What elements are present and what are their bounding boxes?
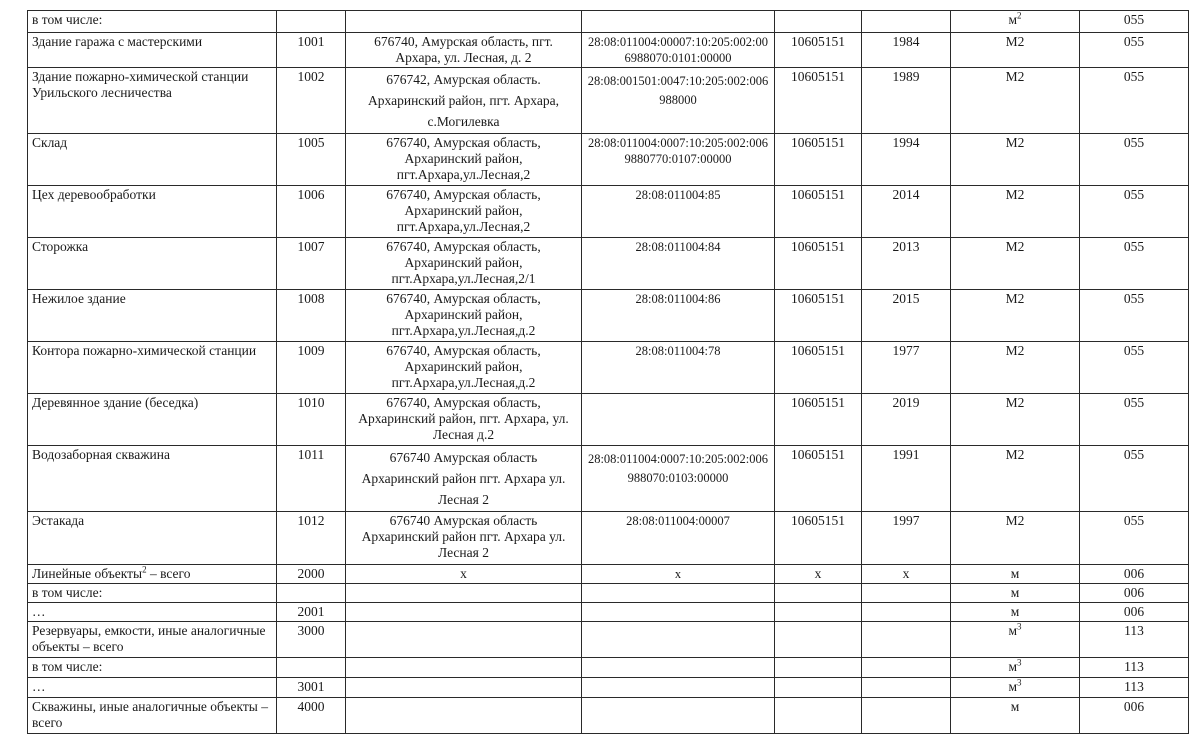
object-name-text: Эстакада (32, 513, 85, 528)
okei-code-cell (1080, 565, 1189, 584)
cadastral-number-cell (582, 134, 775, 186)
table-row (28, 698, 1189, 734)
okpo-cell (775, 238, 862, 290)
address-cell (346, 33, 582, 68)
unit-cell (951, 394, 1080, 446)
address-cell (346, 186, 582, 238)
okpo-cell (775, 342, 862, 394)
unit-text: М2 (1005, 291, 1025, 306)
okei-code-text: 055 (1123, 291, 1145, 306)
cadastral-number-cell (582, 290, 775, 342)
year-cell (862, 33, 951, 68)
unit-cell (951, 33, 1080, 68)
line-code-cell (277, 584, 346, 603)
okei-code-cell (1080, 134, 1189, 186)
table-row (28, 68, 1189, 134)
line-code-text: 1002 (297, 69, 325, 84)
okpo-text: 10605151 (791, 34, 845, 49)
line-code-text: 1006 (297, 187, 325, 202)
year-text: 1989 (892, 69, 920, 84)
year-cell (862, 512, 951, 565)
line-code-cell (277, 11, 346, 33)
line-code-cell (277, 698, 346, 734)
address-text: 676740, Амурская область, пгт. Архара, ул. Лесная, д. 2 (374, 34, 553, 65)
cadastral-number-cell (582, 565, 775, 584)
okpo-text: 10605151 (791, 69, 845, 84)
line-code-cell (277, 394, 346, 446)
table-row (28, 394, 1189, 446)
unit-text: М2 (1005, 34, 1025, 49)
okpo-cell (775, 565, 862, 584)
unit-cell (951, 134, 1080, 186)
okpo-cell (775, 394, 862, 446)
table-row (28, 342, 1189, 394)
unit-cell (951, 11, 1080, 33)
unit-text: М2 (1005, 135, 1025, 150)
cadastral-number-cell (582, 678, 775, 698)
year-cell (862, 658, 951, 678)
object-name-text: Сторожка (32, 239, 89, 254)
year-text: 1977 (892, 343, 920, 358)
object-name-cell (28, 658, 277, 678)
table-row (28, 290, 1189, 342)
line-code-cell (277, 658, 346, 678)
object-name-cell (28, 186, 277, 238)
year-text: 2019 (892, 395, 920, 410)
object-name-text: Контора пожарно-химической станции (32, 343, 257, 358)
object-name-cell (28, 68, 277, 134)
table-row (28, 622, 1189, 658)
year-cell (862, 565, 951, 584)
okpo-cell (775, 134, 862, 186)
table-row (28, 238, 1189, 290)
unit-cell (951, 238, 1080, 290)
table-row (28, 11, 1189, 33)
unit-text: м (1008, 659, 1018, 674)
year-text: 2014 (892, 187, 920, 202)
object-name-cell (28, 342, 277, 394)
line-code-text: 1009 (297, 343, 325, 358)
footnote-marker: 2 (142, 564, 147, 575)
year-cell (862, 290, 951, 342)
year-cell (862, 698, 951, 734)
year-cell (862, 584, 951, 603)
okei-code-cell (1080, 698, 1189, 734)
line-code-text: 3001 (297, 679, 325, 694)
property-table-sheet (27, 10, 1188, 734)
address-text: 676740, Амурская область, Архаринский район, пгт.Архара,ул.Лесная,д.2 (386, 291, 541, 338)
okei-code-text: 113 (1124, 679, 1144, 694)
okei-code-cell (1080, 33, 1189, 68)
table-row (28, 603, 1189, 622)
okpo-text: 10605151 (791, 187, 845, 202)
cadastral-number-cell (582, 394, 775, 446)
table-row (28, 584, 1189, 603)
cadastral-number-text: 28:08:011004:0007:10:205:002:0069880770:0107:00000 (587, 136, 769, 166)
address-text: 676740, Амурская область, Архаринский район, пгт.Архара,ул.Лесная,д.2 (386, 343, 541, 390)
object-name-text: Линейные объекты (32, 566, 143, 581)
object-name-cell (28, 238, 277, 290)
okpo-cell (775, 622, 862, 658)
object-name-cell (28, 290, 277, 342)
table-row (28, 186, 1189, 238)
unit-cell (951, 446, 1080, 512)
address-cell (346, 238, 582, 290)
address-cell (346, 134, 582, 186)
unit-cell (951, 658, 1080, 678)
unit-cell (951, 584, 1080, 603)
unit-cell (951, 68, 1080, 134)
object-name-text: Резервуары, емкости, иные аналогичные объекты – всего (32, 623, 266, 654)
object-name-text: Скважины, иные аналогичные объекты – всего (32, 699, 268, 730)
address-cell (346, 512, 582, 565)
cadastral-number-cell (582, 11, 775, 33)
address-cell (346, 446, 582, 512)
unit-text: М2 (1005, 187, 1025, 202)
okei-code-cell (1080, 11, 1189, 33)
year-cell (862, 238, 951, 290)
okei-code-text: 055 (1123, 395, 1145, 410)
line-code-cell (277, 186, 346, 238)
address-cell (346, 584, 582, 603)
object-name-text: Здание пожарно-химической станции Урильского лесничества (32, 69, 249, 100)
cadastral-number-cell (582, 698, 775, 734)
cadastral-number-text: 28:08:001501:0047:10:205:002:006988000 (587, 74, 769, 107)
okei-code-cell (1080, 68, 1189, 134)
line-code-text: 4000 (297, 699, 325, 714)
line-code-text: 1011 (297, 447, 325, 462)
cadastral-number-text: x (674, 567, 682, 581)
okei-code-cell (1080, 678, 1189, 698)
address-cell (346, 658, 582, 678)
object-name-cell (28, 512, 277, 565)
okei-code-text: 055 (1123, 12, 1145, 27)
line-code-cell (277, 622, 346, 658)
line-code-text: 2001 (297, 604, 325, 619)
unit-text: М2 (1005, 69, 1025, 84)
okpo-text: 10605151 (791, 447, 845, 462)
object-name-cell (28, 394, 277, 446)
unit-text: м (1008, 12, 1018, 27)
object-name-text: Водозаборная скважина (32, 447, 170, 462)
line-code-text: 1012 (297, 513, 325, 528)
object-name-cell (28, 33, 277, 68)
unit-exponent: 2 (1017, 10, 1022, 21)
line-code-text: 1008 (297, 291, 325, 306)
cadastral-number-cell (582, 238, 775, 290)
okpo-cell (775, 584, 862, 603)
okpo-cell (775, 698, 862, 734)
table-row (28, 512, 1189, 565)
okei-code-cell (1080, 603, 1189, 622)
year-text: 1994 (892, 135, 920, 150)
address-text: 676742, Амурская область. Архаринский район, пгт. Архара, с.Могилевка (368, 72, 559, 129)
year-cell (862, 678, 951, 698)
unit-exponent: 3 (1017, 677, 1022, 688)
okei-code-cell (1080, 186, 1189, 238)
year-text: x (902, 566, 910, 581)
object-name-text: в том числе: (32, 585, 103, 600)
unit-cell (951, 290, 1080, 342)
unit-cell (951, 342, 1080, 394)
unit-text: м (1008, 623, 1018, 638)
unit-cell (951, 565, 1080, 584)
okpo-cell (775, 290, 862, 342)
okei-code-cell (1080, 394, 1189, 446)
okpo-cell (775, 678, 862, 698)
okei-code-text: 055 (1123, 513, 1145, 528)
okpo-cell (775, 658, 862, 678)
object-name-cell (28, 603, 277, 622)
address-text: 676740, Амурская область, Архаринский район, пгт.Архара,ул.Лесная,2 (386, 187, 541, 234)
year-cell (862, 134, 951, 186)
line-code-cell (277, 238, 346, 290)
year-text: 1991 (892, 447, 920, 462)
address-cell (346, 394, 582, 446)
address-text: x (460, 566, 467, 581)
okei-code-text: 055 (1123, 135, 1145, 150)
okei-code-text: 006 (1123, 699, 1145, 714)
year-cell (862, 68, 951, 134)
object-name-text: в том числе: (32, 659, 103, 674)
okei-code-text: 113 (1124, 659, 1144, 674)
unit-text: м (1010, 604, 1020, 619)
unit-text: м (1010, 699, 1020, 714)
okpo-cell (775, 446, 862, 512)
okpo-cell (775, 186, 862, 238)
line-code-cell (277, 342, 346, 394)
object-name-cell (28, 584, 277, 603)
okei-code-cell (1080, 290, 1189, 342)
okei-code-text: 006 (1123, 585, 1145, 600)
unit-exponent: 3 (1017, 657, 1022, 668)
cadastral-number-text: 28:08:011004:78 (635, 344, 721, 358)
unit-exponent: 3 (1017, 621, 1022, 632)
line-code-cell (277, 565, 346, 584)
table-row (28, 134, 1189, 186)
line-code-cell (277, 512, 346, 565)
okei-code-text: 055 (1123, 187, 1145, 202)
object-name-cell (28, 134, 277, 186)
cadastral-number-text: 28:08:011004:85 (635, 188, 721, 202)
unit-cell (951, 698, 1080, 734)
okei-code-cell (1080, 658, 1189, 678)
year-cell (862, 342, 951, 394)
line-code-cell (277, 68, 346, 134)
line-code-cell (277, 290, 346, 342)
cadastral-number-text: 28:08:011004:86 (635, 292, 721, 306)
year-text: 2013 (892, 239, 920, 254)
line-code-text: 3000 (297, 623, 325, 638)
object-name-tail: – всего (146, 566, 191, 581)
table-row (28, 678, 1189, 698)
unit-cell (951, 186, 1080, 238)
cadastral-number-text: 28:08:011004:00007 (626, 514, 730, 528)
okpo-text: x (814, 566, 822, 581)
address-cell (346, 678, 582, 698)
okei-code-cell (1080, 446, 1189, 512)
okpo-text: 10605151 (791, 291, 845, 306)
cadastral-number-text: 28:08:011004:84 (635, 240, 721, 254)
okei-code-text: 006 (1123, 566, 1145, 581)
unit-text: М2 (1005, 513, 1025, 528)
object-name-cell (28, 678, 277, 698)
unit-text: м (1010, 566, 1020, 581)
unit-text: М2 (1005, 239, 1025, 254)
cadastral-number-cell (582, 33, 775, 68)
address-cell (346, 342, 582, 394)
table-row (28, 565, 1189, 584)
unit-text: М2 (1005, 343, 1025, 358)
address-cell (346, 68, 582, 134)
cadastral-number-text: 28:08:011004:00007:10:205:002:006988070:0101:00000 (587, 35, 769, 65)
cadastral-number-text: 28:08:011004:0007:10:205:002:006988070:0103:00000 (587, 452, 769, 485)
okpo-text: 10605151 (791, 343, 845, 358)
table-row (28, 658, 1189, 678)
line-code-cell (277, 678, 346, 698)
address-cell (346, 11, 582, 33)
okei-code-text: 055 (1123, 239, 1145, 254)
object-name-text: Цех деревообработки (32, 187, 156, 202)
object-name-cell (28, 11, 277, 33)
year-cell (862, 446, 951, 512)
unit-cell (951, 678, 1080, 698)
line-code-cell (277, 134, 346, 186)
unit-text: м (1008, 679, 1018, 694)
okei-code-text: 055 (1123, 343, 1145, 358)
year-cell (862, 622, 951, 658)
unit-text: М2 (1005, 395, 1025, 410)
address-text: 676740 Амурская область Архаринский район пгт. Архара ул. Лесная 2 (361, 450, 566, 507)
okei-code-cell (1080, 512, 1189, 565)
okpo-text: 10605151 (791, 135, 845, 150)
okei-code-text: 055 (1123, 69, 1145, 84)
object-name-cell (28, 622, 277, 658)
unit-text: М2 (1005, 447, 1025, 462)
okei-code-text: 113 (1124, 623, 1144, 638)
year-text: 2015 (892, 291, 920, 306)
address-text: 676740, Амурская область, Архаринский район, пгт. Архара, ул. Лесная д.2 (358, 395, 569, 442)
address-cell (346, 622, 582, 658)
object-name-cell (28, 446, 277, 512)
okpo-text: 10605151 (791, 513, 845, 528)
cadastral-number-cell (582, 584, 775, 603)
cadastral-number-cell (582, 603, 775, 622)
okpo-text: 10605151 (791, 239, 845, 254)
cadastral-number-cell (582, 622, 775, 658)
object-name-text: … (32, 679, 46, 694)
address-text: 676740 Амурская область Архаринский район пгт. Архара ул. Лесная 2 (361, 513, 566, 560)
address-cell (346, 565, 582, 584)
okei-code-text: 006 (1123, 604, 1145, 619)
unit-text: м (1010, 585, 1020, 600)
line-code-cell (277, 603, 346, 622)
line-code-text: 1005 (297, 135, 325, 150)
object-name-text: Нежилое здание (32, 291, 126, 306)
address-cell (346, 698, 582, 734)
cadastral-number-cell (582, 446, 775, 512)
line-code-text: 2000 (297, 566, 325, 581)
okpo-text: 10605151 (791, 395, 845, 410)
okpo-cell (775, 603, 862, 622)
table-row (28, 446, 1189, 512)
okpo-cell (775, 11, 862, 33)
okei-code-text: 055 (1123, 34, 1145, 49)
year-cell (862, 603, 951, 622)
line-code-text: 1010 (297, 395, 325, 410)
line-code-cell (277, 446, 346, 512)
unit-cell (951, 603, 1080, 622)
year-cell (862, 394, 951, 446)
year-text: 1984 (892, 34, 920, 49)
object-name-text: … (32, 604, 46, 619)
year-cell (862, 186, 951, 238)
unit-cell (951, 622, 1080, 658)
okei-code-cell (1080, 342, 1189, 394)
unit-cell (951, 512, 1080, 565)
line-code-text: 1007 (297, 239, 325, 254)
cadastral-number-cell (582, 658, 775, 678)
object-name-text: в том числе: (32, 12, 103, 27)
table-row (28, 33, 1189, 68)
okei-code-text: 055 (1123, 447, 1145, 462)
address-text: 676740, Амурская область, Архаринский район, пгт.Архара,ул.Лесная,2 (386, 135, 541, 182)
cadastral-number-cell (582, 342, 775, 394)
okpo-cell (775, 68, 862, 134)
line-code-cell (277, 33, 346, 68)
okpo-cell (775, 512, 862, 565)
object-name-cell (28, 698, 277, 734)
okei-code-cell (1080, 238, 1189, 290)
okei-code-cell (1080, 622, 1189, 658)
cadastral-number-cell (582, 68, 775, 134)
object-name-text: Здание гаража с мастерскими (32, 34, 203, 49)
address-cell (346, 290, 582, 342)
okpo-cell (775, 33, 862, 68)
okei-code-cell (1080, 584, 1189, 603)
property-table-body (28, 11, 1189, 734)
year-cell (862, 11, 951, 33)
object-name-text: Деревянное здание (беседка) (32, 395, 199, 410)
address-text: 676740, Амурская область, Архаринский район, пгт.Архара,ул.Лесная,2/1 (386, 239, 541, 286)
cadastral-number-cell (582, 512, 775, 565)
address-cell (346, 603, 582, 622)
year-text: 1997 (892, 513, 920, 528)
property-table (27, 10, 1189, 734)
cadastral-number-cell (582, 186, 775, 238)
object-name-text: Склад (32, 135, 68, 150)
line-code-text: 1001 (297, 34, 325, 49)
object-name-cell (28, 565, 277, 584)
